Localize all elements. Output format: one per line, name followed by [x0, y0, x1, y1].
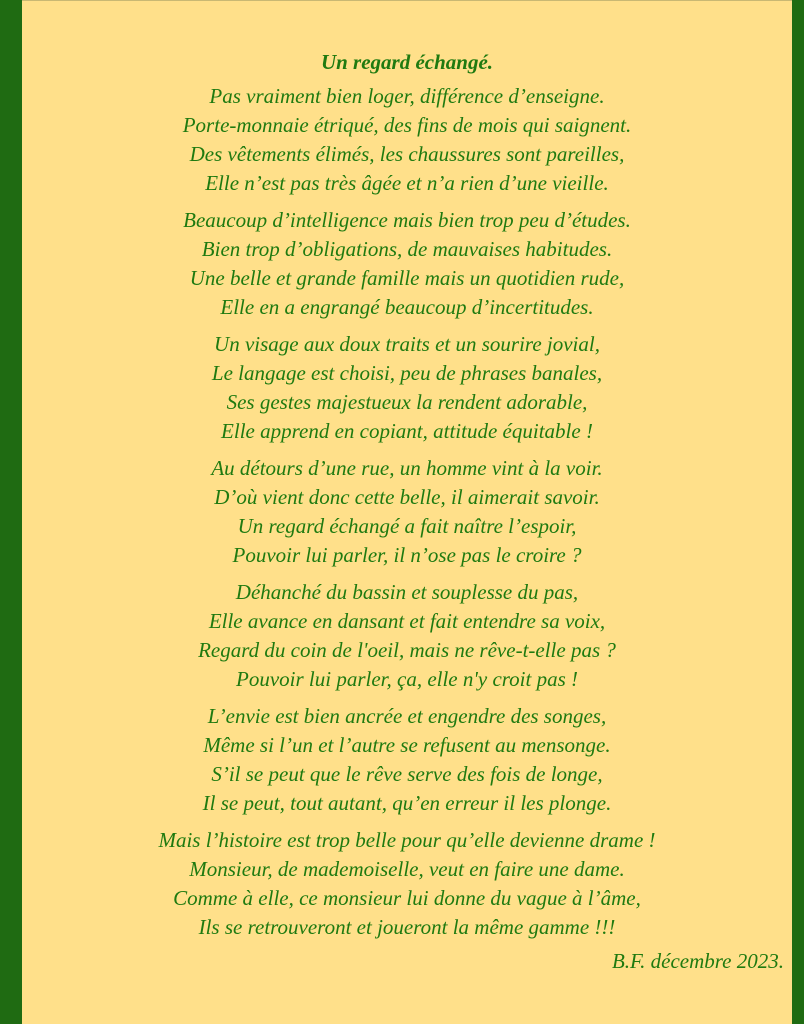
poem-line: Elle n’est pas très âgée et n’a rien d’une vieille.	[205, 171, 609, 195]
poem-line: Même si l’un et l’autre se refusent au mensonge.	[203, 733, 611, 757]
stanza-7	[22, 826, 792, 942]
poem-line: Le langage est choisi, peu de phrases banales,	[211, 361, 603, 385]
poem-line: Elle en a engrangé beaucoup d’incertitudes.	[220, 295, 594, 319]
poem-line: Un regard échangé a fait naître l’espoir,	[237, 514, 577, 538]
poem-line: Des vêtements élimés, les chaussures sont pareilles,	[189, 142, 625, 166]
poem-line: Bien trop d’obligations, de mauvaises habitudes.	[201, 237, 613, 261]
poem-line: Porte-monnaie étriqué, des fins de mois qui saignent.	[182, 113, 632, 137]
poem-line: Au détours d’une rue, un homme vint à la voir.	[211, 456, 603, 480]
stanza-5	[22, 578, 792, 694]
poem-title: Un regard échangé.	[320, 50, 494, 74]
poem-line: Mais l’histoire est trop belle pour qu’elle devienne drame !	[158, 828, 656, 852]
poem-line: Pas vraiment bien loger, différence d’enseigne.	[209, 84, 605, 108]
poem-line: Elle apprend en copiant, attitude équitable !	[221, 419, 593, 443]
poem-line: Il se peut, tout autant, qu’en erreur il les plonge.	[202, 791, 612, 815]
poem-line: Déhanché du bassin et souplesse du pas,	[235, 580, 579, 604]
signature: B.F. décembre 2023.	[611, 949, 784, 973]
poem-line: Ses gestes majestueux la rendent adorable,	[226, 390, 588, 414]
poem-line: Regard du coin de l'oeil, mais ne rêve-t-elle pas ?	[198, 638, 616, 662]
stanza-6	[22, 702, 792, 818]
stanza-1	[22, 82, 792, 198]
poem-line: S’il se peut que le rêve serve des fois de longe,	[211, 762, 603, 786]
stanza-4	[22, 454, 792, 570]
poem-line: L’envie est bien ancrée et engendre des songes,	[207, 704, 607, 728]
poem-line: Ils se retrouveront et joueront la même gamme !!!	[198, 915, 616, 939]
poem-line: D’où vient donc cette belle, il aimerait savoir.	[214, 485, 600, 509]
left-border	[0, 0, 22, 1024]
poem-content	[22, 46, 792, 976]
stanza-2	[22, 206, 792, 322]
poem-line: Une belle et grande famille mais un quotidien rude,	[189, 266, 625, 290]
poem-line: Pouvoir lui parler, ça, elle n'y croit pas !	[236, 667, 578, 691]
poem-line: Beaucoup d’intelligence mais bien trop peu d’études.	[183, 208, 631, 232]
poem-line: Un visage aux doux traits et un sourire jovial,	[214, 332, 600, 356]
right-border	[792, 0, 804, 1024]
top-divider	[22, 0, 792, 1]
poem-line: Pouvoir lui parler, il n’ose pas le croire ?	[232, 543, 582, 567]
poem-line: Elle avance en dansant et fait entendre sa voix,	[208, 609, 606, 633]
stanza-3	[22, 330, 792, 446]
poem-line: Comme à elle, ce monsieur lui donne du vague à l’âme,	[173, 886, 641, 910]
poem-line: Monsieur, de mademoiselle, veut en faire une dame.	[189, 857, 625, 881]
